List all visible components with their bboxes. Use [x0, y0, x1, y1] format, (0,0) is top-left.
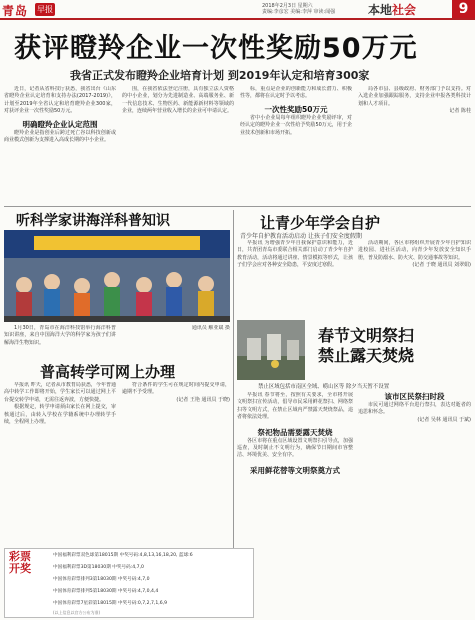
- newspaper-logo: [2, 2, 58, 18]
- lead-column-4: [358, 86, 471, 204]
- lead-column-1: [4, 86, 116, 204]
- marine-science-photo-image: [4, 230, 230, 322]
- story-c-credit: (记者 吴林 通讯员 于斌): [417, 416, 471, 423]
- story-b-sub: 青少年自护教育活动启动 让孩子们安全度假期: [240, 233, 362, 240]
- header-editors: 责编:李彦宏 美编:李萍 审读:闻强: [262, 9, 336, 15]
- lead-col2-text: 围，在我省依法登记注册，具有独立法人资格的中小企业，划分为先进制造业、高端服务业、新一代信息技术、生物医药、新能源新材料等领域的企业，连续两年营业收入增长的企业可申请认定。: [122, 86, 234, 115]
- story-b-credit: (记者 于晓 通讯员 刘翠娟): [412, 262, 471, 269]
- lead-col3-text: 标，重点是企业的创新能力和成长潜力、积极性等，都将在认定时予以考虑。: [240, 86, 352, 100]
- divider: [4, 206, 471, 207]
- lead-col1-text: 近日，记者从省科技厅获悉，我省出台《山东省瞪羚企业认定培育和支持办法(2017-2019)》，计划至2019年全省认定和培育瞪羚企业300家，对获评企业一次性奖励50万元。: [4, 86, 116, 115]
- header-date: 2018年2月3日 星期六: [262, 3, 313, 9]
- story-a-caption-text: 1月30日，青岛市在海洋科技馆举行海洋科普知识讲座，来自中国海洋大学的科学家为孩子们讲解海洋生物知识。: [4, 325, 116, 346]
- story-a-headline: 听科学家讲海洋科普知识: [16, 213, 170, 229]
- section-title-b: 社会: [392, 3, 417, 17]
- lead-subheadline: 我省正式发布瞪羚企业培育计划 到2019年认定和培育300家: [70, 69, 370, 82]
- story-c-subhead-3: 采用鲜花替等文明祭奠方式: [250, 465, 340, 475]
- story-b-text: 早报讯 为增强青少年自我保护意识和能力，近日，共青团青岛市委联合相关部门启动了青少年自护教育活动，活动将通过讲座、情景模拟等形式，让孩子们学会应对各种安全隐患，平安度过寒假。: [237, 240, 353, 269]
- section-title: [368, 1, 416, 18]
- lead-col3-subhead: 一次性奖励50万元: [264, 104, 328, 114]
- lottery-results-box: [4, 548, 254, 618]
- lottery-row: 中国福利彩票3D第18030期 中奖号码:4,7,0: [53, 565, 144, 570]
- page-header: [0, 0, 475, 20]
- lead-col4-byline: 记者 陈桂: [449, 108, 471, 115]
- story-c-headline-2: 禁止露天焚烧: [318, 346, 415, 365]
- story-a-credit: 通讯员 解亚斌 摄: [191, 325, 230, 331]
- lottery-title: [9, 551, 31, 575]
- story-a-caption-2: [122, 325, 230, 359]
- story-c-text: 早报讯 春节将至，按照有关要求，全市将开展文明祭扫宣传活动，倡导市民采用鲜花祭扫、网络祭扫等文明方式，在禁止区域内严禁露天焚烧祭品，违者将依法处理。: [237, 392, 353, 421]
- lead-col3b-text: 省中小企业局每年组织瞪羚企业奖励评审，对经认定的瞪羚企业一次性给予奖励50万元，用于企业技术创新和市场开拓。: [240, 114, 352, 136]
- story-d-column-1: [4, 382, 116, 544]
- story-b-text2: 活动期间，各区市将组织开展青少年自护知识进校园、进社区活动，向青少年发放安全知识手册，普及防溺水、防火灾、防交通事故等知识。: [358, 240, 471, 261]
- story-d-text3: 符合条件的学生可在规定时间内提交申请，逾期不予受理。: [122, 382, 230, 396]
- story-b-column-2: [358, 240, 471, 318]
- tomb-sweeping-photo-image: [237, 320, 305, 380]
- story-d-text2: 根据规定，转学申请须由家长在网上提交，审核通过后，由转入学校在学籍系统中办理转学手续，全程网上办理。: [4, 404, 116, 426]
- lottery-row: 中国福利彩票双色球第18015期 中奖号码:4,8,13,16,18,20, 蓝球:6: [53, 553, 193, 558]
- lead-col1-subhead: 明确瞪羚企业认定范围: [22, 119, 98, 129]
- lead-column-3: [240, 86, 352, 204]
- story-c-subhead-2: 祭祀物品需要露天焚烧: [257, 427, 333, 437]
- story-c-subhead-4: 该市区民祭扫时段: [384, 392, 445, 401]
- lottery-title-1: 彩票: [9, 550, 31, 563]
- story-c-column-1: [237, 392, 353, 612]
- section-title-a: 本地: [368, 3, 393, 17]
- story-d-credit: (记者 王艳 通讯员 于晓): [176, 396, 230, 403]
- story-c-sub: 禁止区域包括市南区全域、崂山区等 除夕当天暂不设置: [258, 384, 390, 390]
- story-b-headline: 让青少年学会自护: [260, 214, 381, 232]
- logo-badge: 早报: [37, 5, 53, 14]
- story-a-caption: [4, 325, 116, 359]
- story-c-text2: 各区市将在重点区域设置文明祭扫引导点，加强巡查，及时制止不文明行为，确保节日期间市容整洁、环境优美、安全有序。: [237, 437, 353, 459]
- story-b-column-1: [237, 240, 353, 318]
- story-c-headline-1: 春节文明祭扫: [318, 326, 415, 345]
- story-c-column-2: [358, 392, 471, 612]
- lottery-row: 中国体育彩票7星彩第18015期 中奖号码:0,7,2,7,1,6,9: [53, 601, 168, 606]
- lead-col1b-text: 瞪羚企业是指创业后跨过死亡谷以科技创新或商业模式创新为支撑进入高成长期的中小企业。: [4, 129, 116, 144]
- lottery-row: 中国体育彩票排列3第18030期 中奖号码:4,7,0: [53, 577, 150, 582]
- lottery-row: 中国体育彩票排列5第18030期 中奖号码:4,7,0,4,4: [53, 589, 159, 594]
- story-c-text3: 市民可通过网络平台进行祭扫，表达对逝者的追思和怀念。: [358, 402, 471, 416]
- header-meta: [262, 3, 335, 15]
- lead-col4-text: 局各市县、县级政府、财务部门予以支持。对入选企业加强跟踪服务，支持企业申报各类科技计划和人才项目。: [358, 86, 471, 107]
- lead-headline: 获评瞪羚企业一次性奖励50万元: [14, 33, 418, 64]
- story-d-column-2: [122, 382, 230, 544]
- story-d-headline: 普高转学可网上办理: [40, 363, 176, 381]
- tomb-sweeping-photo: [237, 320, 305, 380]
- lottery-footer: (以上信息以官方公布为准): [53, 610, 101, 615]
- lottery-title-2: 开奖: [9, 562, 31, 575]
- story-d-text: 早报讯 昨天，记者从市教育局获悉，今年普通高中转学工作即将开始，学生家长可以通过网上平台提交转学申请，无需往返奔波，方便快捷。: [4, 382, 116, 403]
- lead-column-2: [122, 86, 234, 204]
- page-number: 9: [452, 0, 475, 18]
- logo-main: 青岛: [2, 4, 29, 18]
- marine-science-photo: [4, 230, 230, 322]
